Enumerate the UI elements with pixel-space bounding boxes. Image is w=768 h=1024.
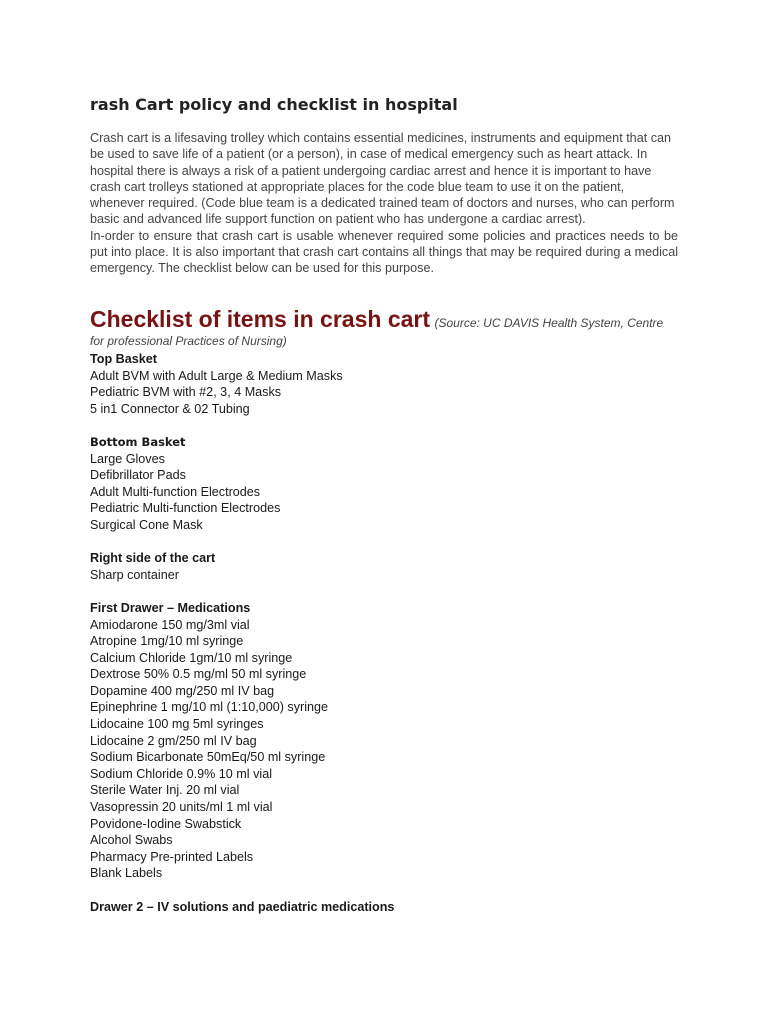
list-item: Vasopressin 20 units/ml 1 ml vial — [90, 800, 273, 815]
list-item: Pediatric Multi-function Electrodes — [90, 501, 281, 516]
section-title: Bottom Basket — [90, 434, 186, 449]
list-item: Sterile Water Inj. 20 ml vial — [90, 783, 240, 798]
intro-paragraph-2: In-order to ensure that crash cart is usable whenever required some policies and practices needs to be put into place. It is also important that crash cart contains all things that may be required during a medical emergency. The checklist below can be used for this purpose. — [90, 228, 678, 276]
list-item: Atropine 1mg/10 ml syringe — [90, 634, 244, 649]
section-title: Drawer 2 – IV solutions and paediatric medications — [90, 899, 395, 914]
intro-paragraph-1: Crash cart is a lifesaving trolley which contains essential medicines, instruments and equipment that can be used to save life of a patient (or a person), in case of medical emergency such as heart attack. In hospital there is always a risk of a patient undergoing cardiac arrest and hence it is important to have crash cart trolleys stationed at appropriate places for the code blue team to use it on the patient, whenever required. (Code blue team is a dedicated trained team of doctors and nurses, who can perform basic and advanced life support function on patient who has undergone a cardiac arrest). — [90, 131, 675, 227]
intro-text — [90, 130, 678, 277]
list-item: Lidocaine 2 gm/250 ml IV bag — [90, 733, 257, 748]
section-title: Top Basket — [90, 352, 157, 366]
list-item: Pharmacy Pre-printed Labels — [90, 849, 254, 864]
section-spacer — [90, 882, 678, 899]
section-title: Right side of the cart — [90, 551, 216, 566]
section-bottom-basket — [90, 434, 678, 534]
checklist-sections — [90, 351, 678, 915]
list-item: Adult Multi-function Electrodes — [90, 484, 261, 499]
checklist-heading — [90, 306, 678, 350]
section-spacer — [90, 583, 678, 600]
list-item: Povidone-Iodine Swabstick — [90, 816, 242, 831]
list-item: Pediatric BVM with #2, 3, 4 Masks — [90, 385, 282, 400]
list-item: Defibrillator Pads — [90, 468, 186, 483]
list-item: Sodium Bicarbonate 50mEq/50 ml syringe — [90, 750, 326, 765]
list-item: Alcohol Swabs — [90, 833, 173, 848]
document-title: rash Cart policy and checklist in hospital — [90, 95, 458, 114]
list-item: Large Gloves — [90, 451, 165, 466]
checklist-source: (Source: UC DAVIS Health System, Centre for professional Practices of Nursing) — [90, 316, 664, 348]
section-spacer — [90, 534, 678, 551]
list-item: 5 in1 Connector & 02 Tubing — [90, 401, 250, 416]
section-drawer-2 — [90, 899, 678, 916]
section-title: First Drawer – Medications — [90, 600, 251, 615]
list-item: Sodium Chloride 0.9% 10 ml vial — [90, 766, 272, 781]
section-top-basket — [90, 351, 678, 417]
section-spacer — [90, 417, 678, 434]
checklist-title: Checklist of items in crash cart — [90, 306, 431, 332]
list-item: Surgical Cone Mask — [90, 517, 203, 532]
list-item: Dextrose 50% 0.5 mg/ml 50 ml syringe — [90, 667, 307, 682]
list-item: Sharp container — [90, 567, 179, 582]
list-item: Dopamine 400 mg/250 ml IV bag — [90, 683, 275, 698]
list-item: Lidocaine 100 mg 5ml syringes — [90, 717, 264, 732]
list-item: Epinephrine 1 mg/10 ml (1:10,000) syringe — [90, 700, 329, 715]
list-item: Adult BVM with Adult Large & Medium Masks — [90, 368, 343, 383]
list-item: Amiodarone 150 mg/3ml vial — [90, 617, 250, 632]
section-first-drawer — [90, 600, 678, 882]
list-item: Calcium Chloride 1gm/10 ml syringe — [90, 650, 293, 665]
list-item: Blank Labels — [90, 866, 163, 881]
section-right-side — [90, 550, 678, 583]
